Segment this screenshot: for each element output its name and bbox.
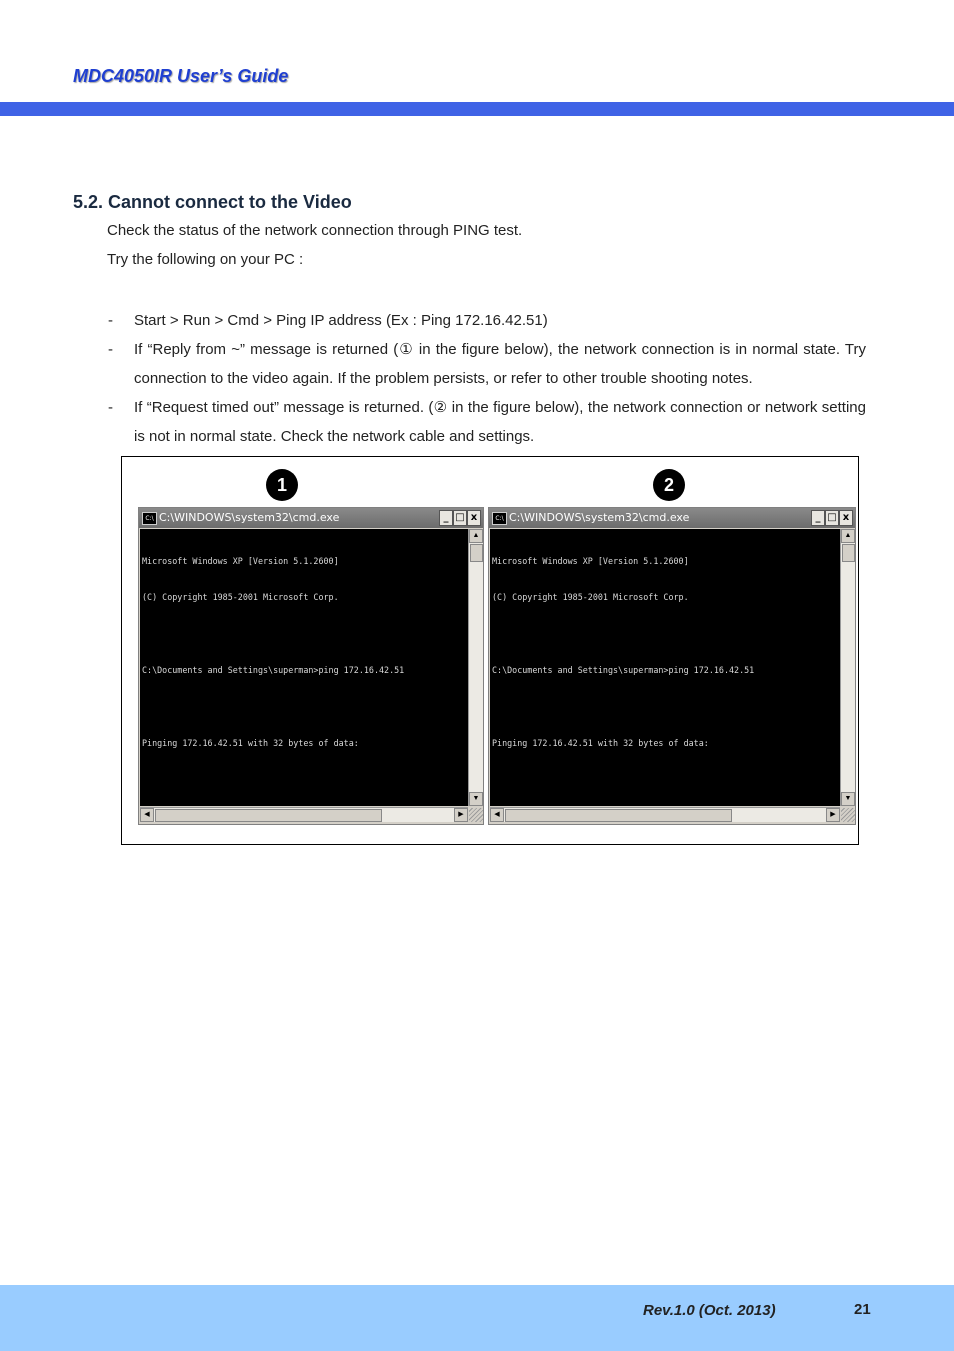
scroll-right-icon[interactable]: ▶: [454, 808, 468, 822]
bullet-dash: -: [108, 341, 113, 358]
console-line: C:\Documents and Settings\superman>ping 172.16.42.51: [142, 665, 405, 676]
console-line: [142, 628, 466, 640]
console-line: Microsoft Windows XP [Version 5.1.2600]: [142, 556, 339, 567]
horizontal-scrollbar[interactable]: [140, 807, 468, 822]
resize-grip-icon[interactable]: [469, 808, 483, 822]
list-item: [108, 393, 866, 451]
console-line: Pinging 172.16.42.51 with 32 bytes of data:: [492, 737, 709, 748]
minimize-button[interactable]: _: [439, 510, 453, 526]
scroll-up-icon[interactable]: ▲: [841, 529, 855, 543]
resize-grip-icon[interactable]: [841, 808, 855, 822]
console-output[interactable]: [490, 529, 840, 806]
cmd-window-reply: [138, 507, 484, 825]
console-line: Pinging 172.16.42.51 with 32 bytes of data:: [142, 737, 359, 748]
ping-figure: [121, 456, 859, 845]
document-title: MDC4050IR User’s Guide: [73, 66, 289, 86]
console-output[interactable]: [140, 529, 468, 806]
console-line: [492, 700, 838, 712]
window-titlebar[interactable]: [489, 508, 855, 528]
bullet-dash: -: [108, 399, 113, 416]
revision-label: Rev.1.0 (Oct. 2013): [643, 1302, 776, 1319]
cmd-icon: C:\: [142, 512, 157, 525]
bullet-list: [108, 306, 866, 451]
window-title: C:\WINDOWS\system32\cmd.exe: [509, 511, 690, 524]
scroll-thumb[interactable]: [505, 809, 732, 822]
horizontal-scrollbar[interactable]: [490, 807, 840, 822]
list-item: [108, 306, 866, 335]
close-button[interactable]: x: [839, 510, 853, 526]
console-line: [142, 700, 466, 712]
figure-marker-1: 1: [266, 469, 298, 501]
bullet-dash: -: [108, 312, 113, 329]
header-bar: [0, 102, 954, 116]
page-number: 21: [854, 1301, 871, 1318]
vertical-scrollbar[interactable]: [840, 529, 855, 806]
section-heading: 5.2. Cannot connect to the Video: [73, 192, 352, 212]
scroll-left-icon[interactable]: ◀: [140, 808, 154, 822]
scroll-thumb[interactable]: [842, 544, 855, 562]
minimize-button[interactable]: _: [811, 510, 825, 526]
scroll-thumb[interactable]: [155, 809, 382, 822]
vertical-scrollbar[interactable]: [468, 529, 483, 806]
scroll-right-icon[interactable]: ▶: [826, 808, 840, 822]
scroll-left-icon[interactable]: ◀: [490, 808, 504, 822]
scroll-up-icon[interactable]: ▲: [469, 529, 483, 543]
bullet-text: If “Reply from ~” message is returned (① in the figure below), the network connection is in normal state. Try connection to the video again. If the problem persists, or refer to other trouble shooting notes.: [134, 341, 866, 387]
window-title: C:\WINDOWS\system32\cmd.exe: [159, 511, 340, 524]
console-line: [492, 773, 838, 785]
close-button[interactable]: x: [467, 510, 481, 526]
bullet-text: Start > Run > Cmd > Ping IP address (Ex : Ping 172.16.42.51): [134, 312, 548, 329]
bullet-text: If “Request timed out” message is returned. (② in the figure below), the network connection or network setting is not in normal state. Check the network cable and settings.: [134, 399, 866, 445]
scroll-thumb[interactable]: [470, 544, 483, 562]
cmd-icon: C:\: [492, 512, 507, 525]
footer-bar: [0, 1285, 954, 1351]
scroll-down-icon[interactable]: ▼: [841, 792, 855, 806]
console-line: [492, 628, 838, 640]
cmd-window-timeout: [488, 507, 856, 825]
window-titlebar[interactable]: [139, 508, 483, 528]
console-line: (C) Copyright 1985-2001 Microsoft Corp.: [492, 592, 689, 603]
console-line: C:\Documents and Settings\superman>ping 172.16.42.51: [492, 665, 755, 676]
console-line: (C) Copyright 1985-2001 Microsoft Corp.: [142, 592, 339, 603]
maximize-button[interactable]: □: [453, 510, 467, 526]
list-item: [108, 335, 866, 393]
console-line: [142, 773, 466, 785]
maximize-button[interactable]: □: [825, 510, 839, 526]
intro-line: Check the status of the network connection through PING test.: [107, 222, 523, 239]
intro-line: Try the following on your PC :: [107, 251, 304, 268]
console-line: Microsoft Windows XP [Version 5.1.2600]: [492, 556, 689, 567]
scroll-down-icon[interactable]: ▼: [469, 792, 483, 806]
figure-marker-2: 2: [653, 469, 685, 501]
